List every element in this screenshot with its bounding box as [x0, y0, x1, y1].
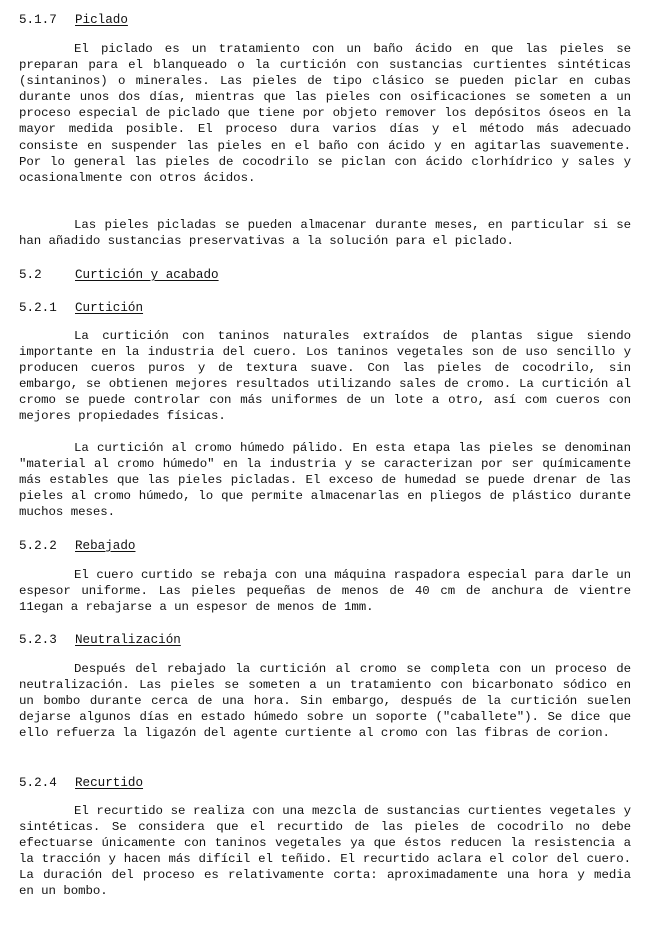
paragraph-curticion-1: La curtición con taninos naturales extraídos de plantas sigue siendo importante en la industria del cuero. Los taninos vegetales son de uso sencillo y producen cueros puros y de textura suave. Con las pieles de cocodrilo, sin embargo, se obtienen mejores resultados utilizando sales de cromo. La curtición al cromo se puede controlar con más uniformes de un lote a otro, así com cueros con mejores propiedades físicas. [19, 329, 631, 424]
paragraph-piclado-2: Las pieles picladas se pueden almacenar durante meses, en particular si se han añadido sustancias preservativas a la solución para el piclado. [19, 218, 631, 249]
paragraph-recurtido: El recurtido se realiza con una mezcla de sustancias curtientes vegetales y sintéticas. Se considera que el recurtido de las pieles de cocodrilo no debe efectuarse únicamente con taninos vegetales ya que éstos reducen la resistencia a la tracción y hacen más difícil el teñido. El recurtido aclara el color del cuero. La duración del proceso es relativamente corta: aproximadamente una hora y media en un bombo. [19, 804, 631, 899]
section-title: Neutralización [75, 633, 181, 647]
paragraph-curticion-2: La curtición al cromo húmedo pálido. En esta etapa las pieles se denominan "material al cromo húmedo" en la industria y se caracterizan por ser químicamente más estables que las pieles picladas. El exceso de humedad se puede drenar de las pieles al cromo húmedo, lo que permite almacenarlas en pliegos de plástico durante muchos meses. [19, 441, 631, 520]
section-title: Curtición y acabado [75, 268, 219, 282]
section-number: 5.2.2 [19, 539, 57, 553]
paragraph-neutralizacion: Después del rebajado la curtición al cromo se completa con un proceso de neutralización. Las pieles se someten a un tratamiento con bicarbonato sódico en un bombo durante cerca de una hora. Sin embargo, después de la curtición suelen dejarse algunos días en estado húmedo sobre un soporte ("caballete"). Se dice que ello refuerza la ligazón del agente curtiente al cromo con las fibras de corion. [19, 662, 631, 741]
section-number: 5.2.3 [19, 633, 57, 647]
section-title: Recurtido [75, 776, 144, 790]
section-heading-5-2-4 [19, 775, 143, 791]
section-title: Piclado [75, 13, 128, 27]
paragraph-rebajado: El cuero curtido se rebaja con una máquina raspadora especial para darle un espesor uniforme. Las pieles pequeñas de menos de 40 cm de anchura de vientre 11egan a rebajarse a un espesor de menos de 1mm. [19, 568, 631, 615]
paragraph-piclado-1: El piclado es un tratamiento con un baño ácido en que las pieles se preparan para el blanqueado o la curtición con sustancias curtientes sintéticas (sintaninos) o minerales. Las pieles de tipo clásico se pueden piclar en cubas durante unos dos días, mientras que las pieles con osificaciones se someten a un proceso especial de piclado que tiene por objeto remover los depósitos óseos en la mayor medida posible. El proceso dura varios días y el método más adecuado consiste en suspender las pieles en el baño con ácido y en agitarlas suavemente. Por lo general las pieles de cocodrilo se piclan con ácido clorhídrico y sales y ocasionalmente con otros ácidos. [19, 42, 631, 185]
section-number: 5.2 [19, 268, 42, 282]
section-heading-5-2-3 [19, 632, 181, 648]
section-number: 5.2.4 [19, 776, 57, 790]
section-heading-5-2-2 [19, 538, 135, 554]
section-heading-5-1-7 [19, 12, 128, 28]
section-title: Curtición [75, 301, 144, 315]
section-number: 5.2.1 [19, 301, 57, 315]
section-heading-5-2 [19, 267, 219, 283]
section-heading-5-2-1 [19, 300, 143, 316]
section-title: Rebajado [75, 539, 136, 553]
section-number: 5.1.7 [19, 13, 57, 27]
